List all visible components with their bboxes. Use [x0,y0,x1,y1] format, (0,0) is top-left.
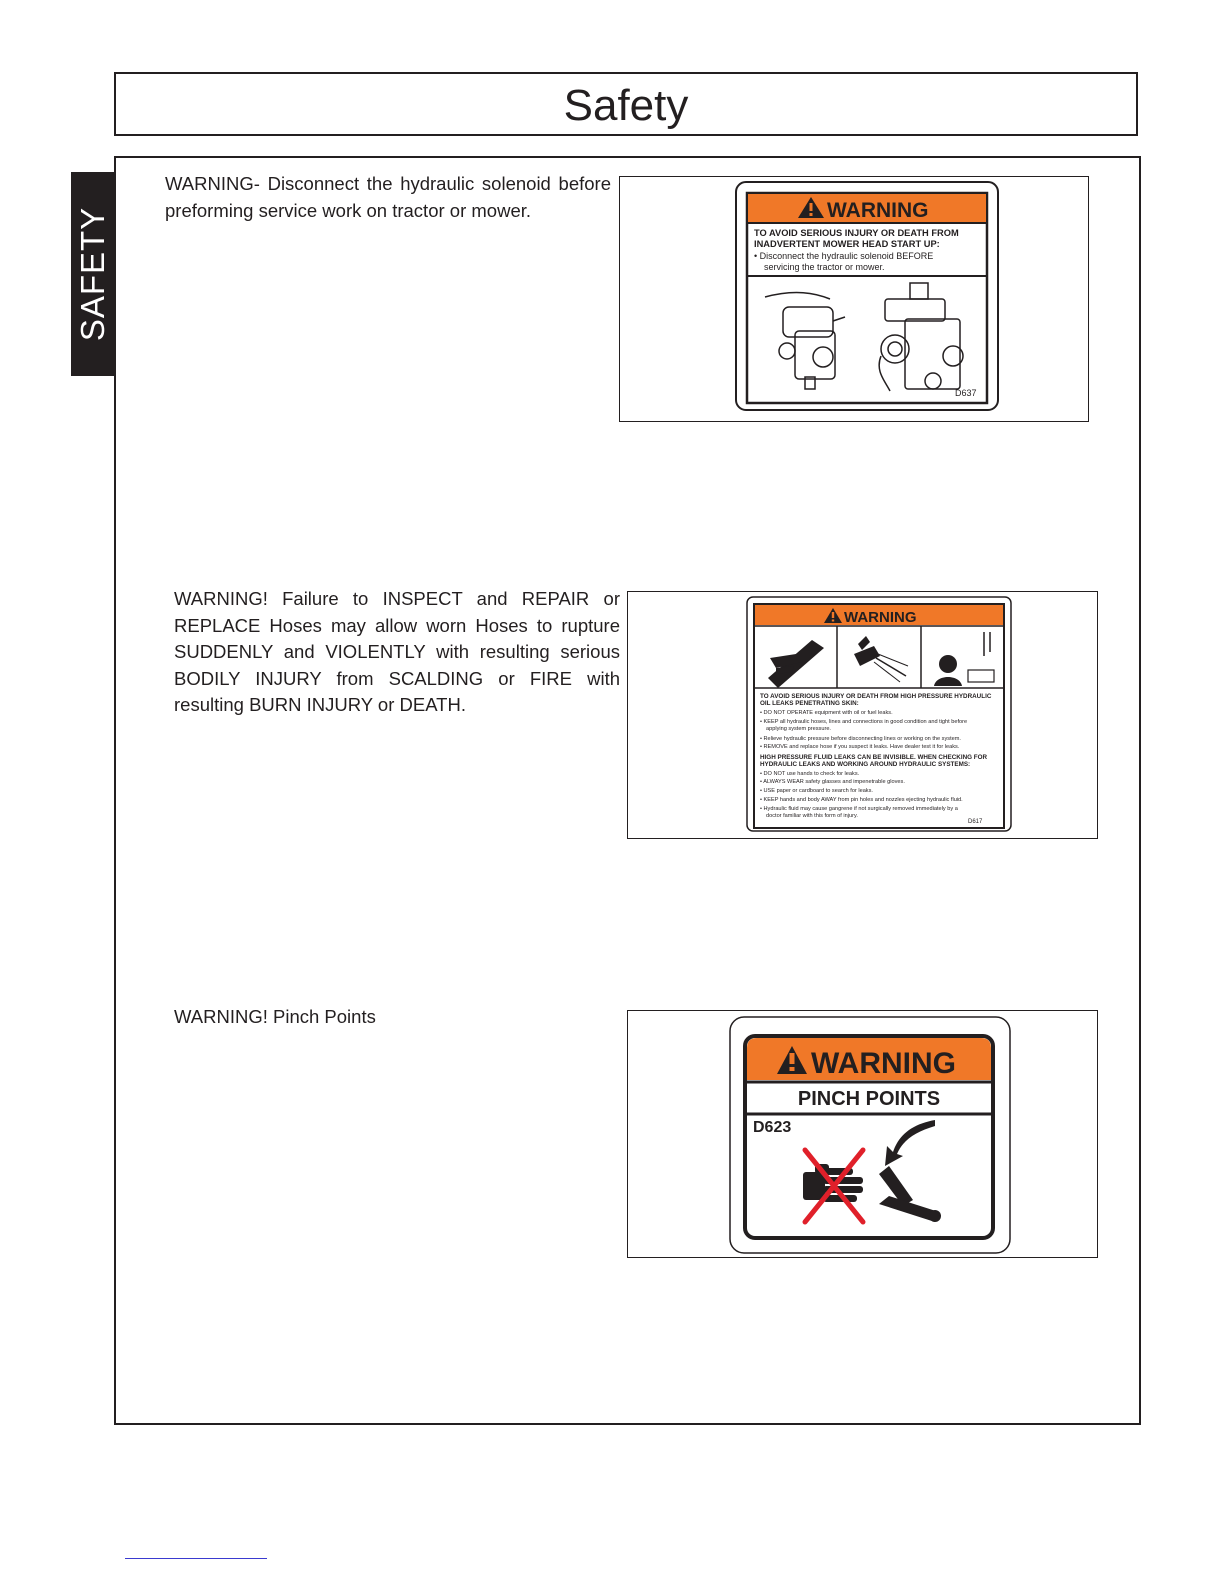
decal-heading: OIL LEAKS PENETRATING SKIN: [760,700,859,707]
side-tab-label: SAFETY [73,206,111,342]
decal-bullet: • KEEP hands and body AWAY from pin holes and nozzles ejecting hydraulic fluid. [760,797,963,803]
decal-code: D623 [753,1119,792,1136]
decal-bullet: applying system pressure. [766,726,831,732]
footer-rule [125,1558,267,1559]
decal-bullet: • DO NOT use hands to check for leaks. [760,771,860,777]
decal-line: servicing the tractor or mower. [764,262,885,272]
decal-frame-pinch [627,1010,1098,1258]
decal-line: • Disconnect the hydraulic solenoid BEFORE [754,251,934,261]
warning-text-pinch: WARNING! Pinch Points [174,1006,376,1027]
decal-frame-hoses [627,591,1098,839]
decal-bullet: • DO NOT OPERATE equipment with oil or fuel leaks. [760,710,893,716]
decal-bullet: • KEEP all hydraulic hoses, lines and connections in good condition and tight before [760,719,968,725]
decal-bullet: • USE paper or cardboard to search for leaks. [760,788,873,794]
section-side-tab [71,172,114,376]
decal-code: D637 [955,388,977,398]
warning-text-solenoid: WARNING- Disconnect the hydraulic solenoid before preforming service work on tractor or mower. [165,173,611,221]
decal-d617 [746,596,1012,832]
decal-bullet: • Relieve hydraulic pressure before disconnecting lines or working on the system. [760,736,961,742]
decal-bullet: doctor familiar with this form of injury. [766,813,858,819]
decal-line: TO AVOID SERIOUS INJURY OR DEATH FROM [754,228,959,238]
decal-banner: WARNING [844,609,917,626]
decal-heading: HIGH PRESSURE FLUID LEAKS CAN BE INVISIBLE. WHEN CHECKING FOR [760,754,988,761]
decal-subtitle: PINCH POINTS [797,1088,941,1110]
decal-frame-solenoid [619,176,1089,422]
decal-line: INADVERTENT MOWER HEAD START UP: [754,239,940,249]
page-title: Safety [563,81,689,130]
decal-heading: TO AVOID SERIOUS INJURY OR DEATH FROM HIGH PRESSURE HYDRAULIC [760,693,992,700]
decal-code: D617 [968,819,983,825]
warning-text-hoses: WARNING! Failure to INSPECT and REPAIR or REPLACE Hoses may allow worn Hoses to rupture SUDDENLY and VIOLENTLY with resulting serious BODILY INJURY from SCALDING or FIRE with resulting BURN INJURY or DEATH. [174,588,620,715]
decal-bullet: • Hydraulic fluid may cause gangrene if not surgically removed immediately by a [760,806,958,812]
decal-heading: HYDRAULIC LEAKS AND WORKING AROUND HYDRAULIC SYSTEMS: [760,761,971,768]
decal-bullet: • REMOVE and replace hose if you suspect it leaks. Have dealer test it for leaks. [760,744,960,750]
decal-banner: WARNING [811,1047,956,1080]
decal-d623 [729,1016,1011,1254]
decal-d637 [735,181,999,411]
decal-banner: WARNING [827,199,929,222]
decal-bullet: • ALWAYS WEAR safety glasses and impenetrable gloves. [760,779,905,785]
page-title-box [114,72,1138,136]
